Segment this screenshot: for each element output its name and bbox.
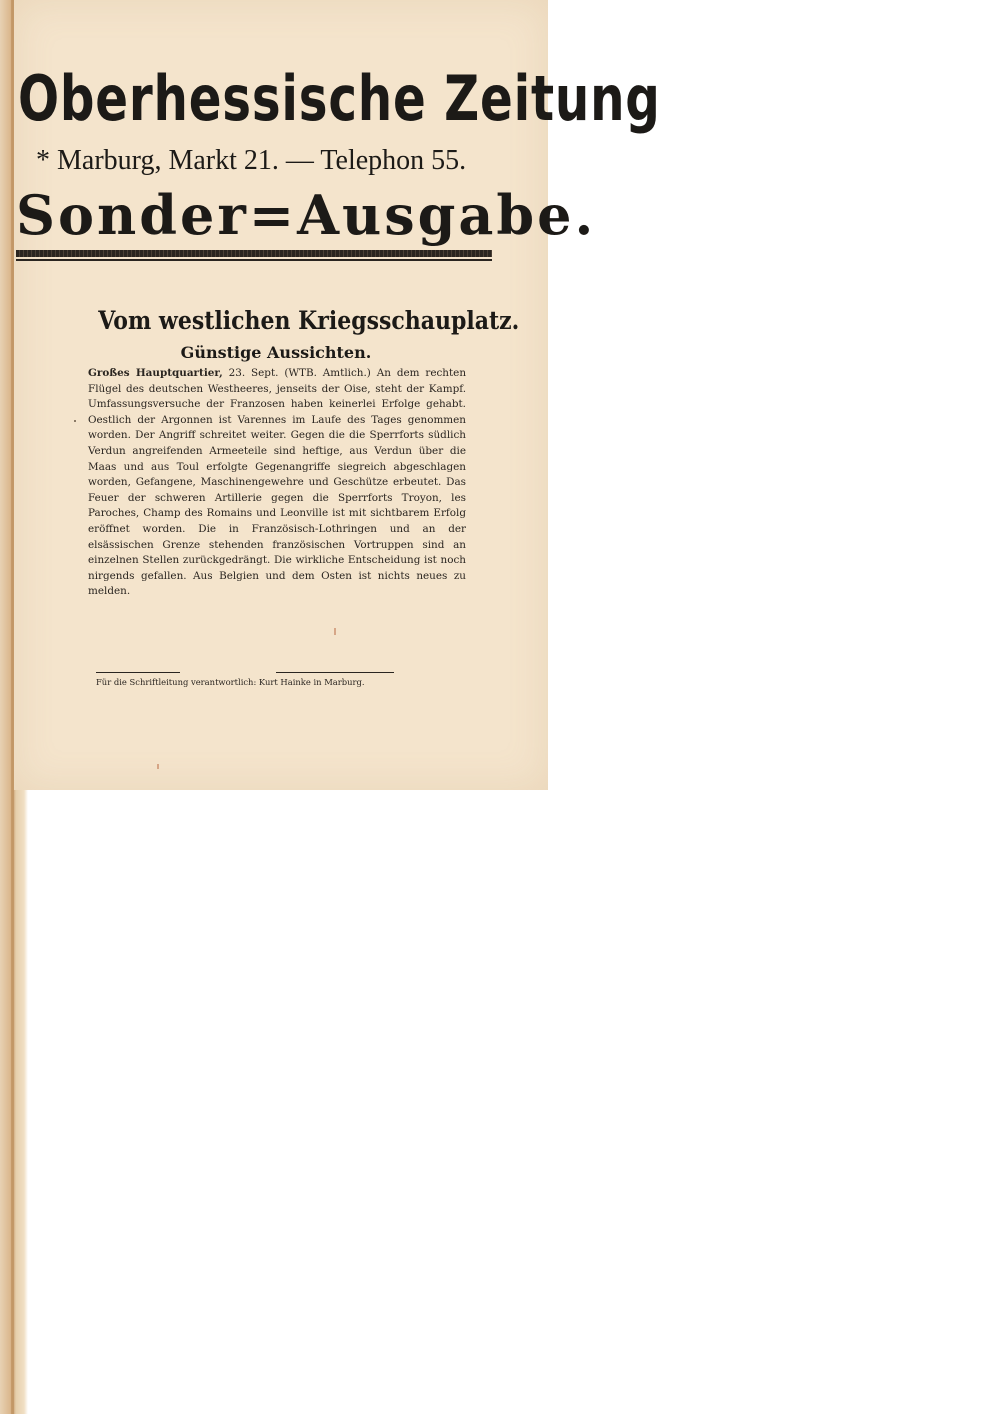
article-body bbox=[88, 366, 466, 600]
newspaper-page bbox=[14, 0, 661, 790]
ink-mark bbox=[334, 628, 336, 635]
publisher-address: * Marburg, Markt 21. — Telephon 55. bbox=[36, 145, 467, 176]
footer-imprint: Für die Schriftleitung verantwortlich: Kurt Hainke in Marburg. bbox=[96, 677, 365, 687]
masthead-title: Oberhessische Zeitung bbox=[18, 62, 661, 135]
edition-title: Sonder=Ausgabe. bbox=[16, 183, 597, 247]
masthead-rule-thin bbox=[16, 259, 492, 261]
margin-mark bbox=[74, 420, 76, 422]
ink-mark-2 bbox=[157, 764, 159, 769]
article-dateline: Großes Hauptquartier, bbox=[88, 367, 223, 379]
footer-rule-right bbox=[276, 672, 394, 673]
footer-rule-left bbox=[96, 672, 180, 673]
article-headline: Vom westlichen Kriegsschauplatz. bbox=[98, 306, 520, 335]
article-subheadline: Günstige Aussichten. bbox=[180, 343, 372, 362]
masthead-rule-thick bbox=[16, 250, 492, 257]
article-text: 23. Sept. (WTB. Amtlich.) An dem rechten Flügel des deutschen Westheeres, jenseits der Oise, steht der Kampf. Umfassungsversuche der Franzosen haben keinerlei Erfolge gehabt. Oestlich der Argonnen ist Varennes im Laufe des Tages genommen worden. Der Angriff schreitet weiter. Gegen die die Sperrforts südlich Verdun angreifenden Armeeteile sind heftige, aus Verdun über die Maas und aus Toul erfolgte Gegenangriffe siegreich abgeschlagen worden, Gefangene, Maschinengewehre und Geschütze erbeutet. Das Feuer der schweren Artillerie gegen die Sperrforts Troyon, les Paroches, Champ des Romains und Leonville ist mit sichtbarem Erfolg eröffnet worden. Die in Französisch-Lothringen und an der elsässischen Grenze stehenden französischen Vortruppen sind an einzelnen Stellen zurückgedrängt. Die wirkliche Entscheidung ist noch nirgends gefallen. Aus Belgien und dem Osten ist nichts neues zu melden. bbox=[88, 367, 467, 598]
